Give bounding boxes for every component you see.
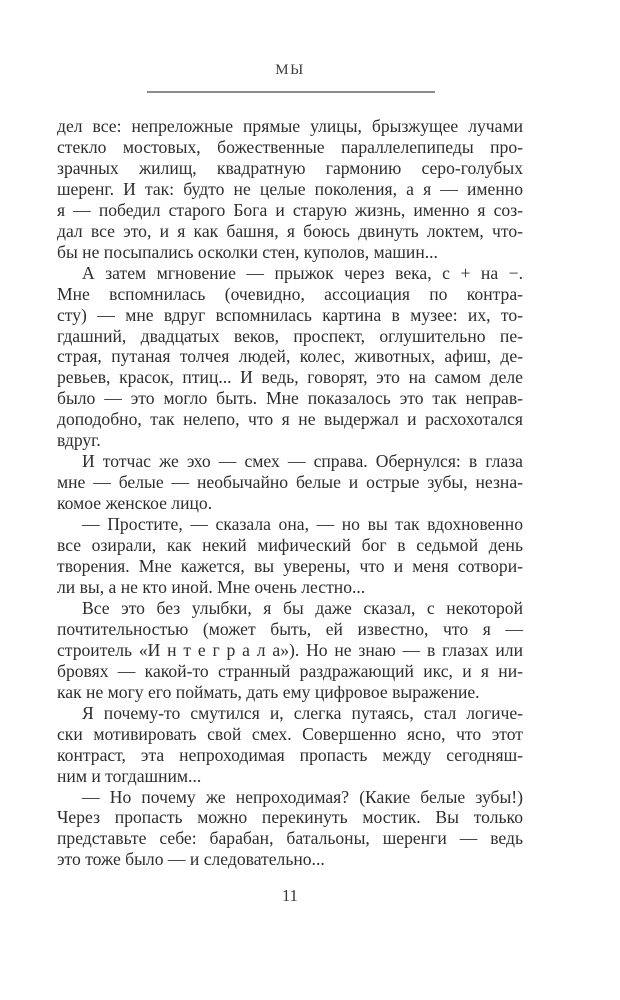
text-line: — Простите, — сказала она, — но вы так вдохновенно — [82, 514, 523, 535]
text-line: это тоже было — и следовательно... — [57, 849, 325, 870]
text-line: дел все: непреложные прямые улицы, брызжущее лучами — [57, 116, 523, 136]
text-line: шеренг. И так: будто не целые поколения, а я — именно — [57, 178, 523, 199]
text-line: — Но почему же непроходимая? (Какие белые зубы!) — [82, 786, 523, 807]
text-line: ли вы, а не кто иной. Мне очень лестно... — [57, 576, 366, 597]
text-line: ски мотивировать свой смех. Совершенно ясно, что этот — [57, 723, 523, 744]
paragraph — [57, 787, 523, 871]
text-line: доподобно, так нелепо, что я не выдержал и расхохотался — [57, 409, 523, 430]
text-line: контраст, эта непроходимая пропасть между сегодняш- — [57, 744, 523, 765]
text-line: комое женское лицо. — [57, 493, 213, 514]
page-body-text — [57, 116, 523, 870]
text-line: Все это без улыбки, я бы даже сказал, с некоторой — [82, 597, 523, 618]
text-line: зрачных жилищ, квадратную гармонию серо-голубых — [57, 157, 523, 178]
text-line: страя, путаная толчея людей, колес, животных, афиш, де- — [57, 346, 523, 367]
text-line: вдруг. — [57, 430, 101, 451]
text-line: ним и тогдашним... — [57, 765, 202, 786]
text-line: все озирали, как некий мифический бог в седьмой день — [57, 535, 523, 556]
text-line: Через пропасть можно перекинуть мостик. Вы только — [57, 807, 523, 828]
text-line: бровях — какой-то странный раздражающий икс, и я ни- — [57, 660, 523, 681]
text-line: сту) — мне вдруг вспомнилась картина в музее: их, то- — [57, 304, 523, 325]
paragraph — [57, 451, 523, 514]
paragraph — [57, 116, 523, 263]
text-line: почтительностью (может быть, ей известно, что я — — [57, 618, 523, 639]
text-line: стекло мостовых, божественные параллелепипеды про- — [57, 136, 523, 157]
paragraph — [57, 263, 523, 452]
text-line: И тотчас же эхо — смех — справа. Обернулся: в глаза — [82, 451, 523, 472]
text-line: мне — белые — необычайно белые и острые зубы, незна- — [57, 472, 523, 493]
text-line: бы не посыпались осколки стен, куполов, машин... — [57, 241, 438, 262]
text-line: как не могу его поймать, дать ему цифровое выражение. — [57, 681, 480, 702]
text-line: ревьев, красок, птиц... И ведь, говорят, это на самом деле — [57, 367, 523, 388]
text-line: представьте себе: барабан, батальоны, шеренги — ведь — [57, 828, 523, 849]
title-rule — [147, 91, 435, 93]
text-line: творения. Мне кажется, вы уверены, что и меня сотвори- — [57, 556, 523, 577]
text-line: строитель «И н т е г р а л а»). Но не знаю — в глазах или — [57, 639, 523, 660]
text-line: было — это могло быть. Мне показалось это так неправ- — [57, 388, 523, 409]
running-title: МЫ — [275, 62, 305, 78]
paragraph — [57, 514, 523, 598]
text-line: А затем мгновение — прыжок через века, с + на −. — [82, 262, 523, 283]
text-line: Мне вспомнилась (очевидно, ассоциация по контра- — [57, 283, 523, 304]
page-number: 11 — [282, 886, 298, 905]
paragraph — [57, 598, 523, 703]
text-line: дал все это, и я как башня, я боюсь двинуть локтем, что- — [57, 220, 523, 241]
text-line: я — победил старого Бога и старую жизнь, именно я соз- — [57, 199, 523, 220]
text-line: гдашний, двадцатых веков, проспект, оглушительно пе- — [57, 325, 523, 346]
text-line: Я почему-то смутился и, слегка путаясь, стал логиче- — [82, 702, 523, 723]
paragraph — [57, 703, 523, 787]
